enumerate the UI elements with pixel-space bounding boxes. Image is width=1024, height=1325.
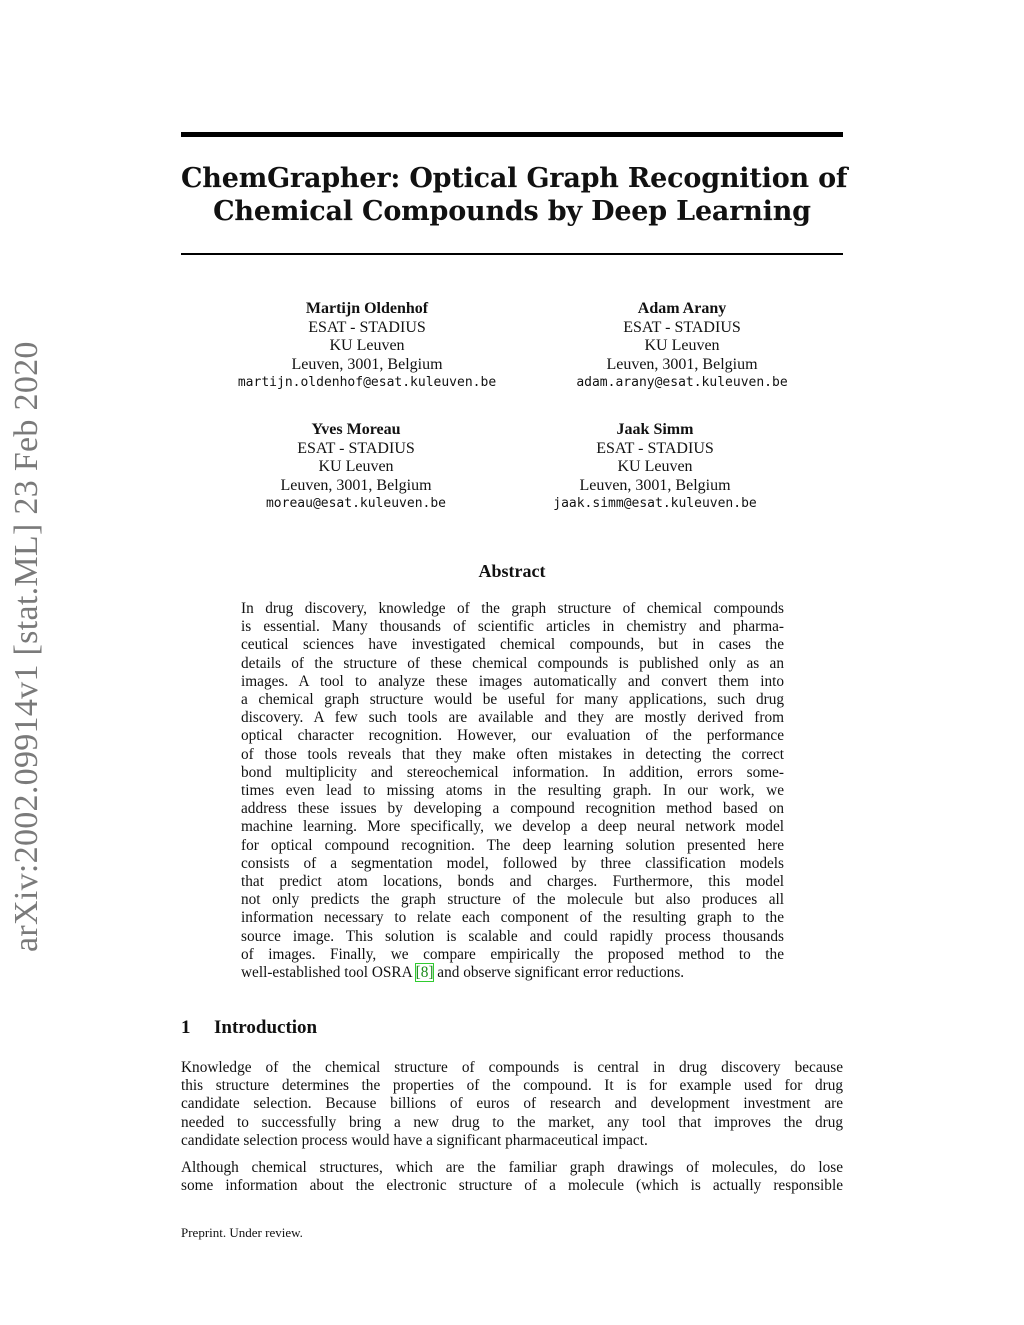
- intro-paragraph-1: [181, 1059, 843, 1150]
- author-university: KU Leuven: [644, 337, 720, 354]
- author-email: martijn.oldenhof@esat.kuleuven.be: [237, 375, 497, 390]
- abstract-line: of images. Finally, we compare empirically the proposed method to the: [241, 945, 784, 963]
- abstract-line: address these issues by developing a compound recognition method based on: [241, 800, 784, 818]
- author-city: Leuven, 3001, Belgium: [606, 355, 758, 373]
- author-name: Jaak Simm: [616, 421, 694, 438]
- author-department: ESAT - STADIUS: [596, 439, 714, 457]
- arxiv-stamp-text: arXiv:2002.09914v1 [stat.ML] 23 Feb 2020: [8, 341, 45, 952]
- abstract-line: a chemical graph structure would be useful for many applications, such drug: [241, 691, 784, 709]
- abstract-line: that predict atom locations, bonds and charges. Furthermore, this model: [241, 873, 784, 891]
- abstract-line-text: well-established tool OSRA: [241, 964, 416, 982]
- author-block-oldenhof: [197, 300, 537, 393]
- abstract-line: ceutical sciences have investigated chemical compounds, but in cases the: [241, 636, 784, 654]
- title-line-1: ChemGrapher: Optical Graph Recognition of: [181, 163, 848, 194]
- abstract-line: for optical compound recognition. The deep learning solution presented here: [241, 836, 784, 854]
- abstract-line: In drug discovery, knowledge of the graph structure of chemical compounds: [241, 600, 784, 617]
- abstract-line: optical character recognition. However, our evaluation of the performance: [241, 727, 784, 745]
- author-city: Leuven, 3001, Belgium: [291, 355, 443, 373]
- abstract-line: source image. This solution is scalable and could rapidly process thousands: [241, 927, 784, 945]
- section-number: 1: [181, 1017, 191, 1038]
- author-city: Leuven, 3001, Belgium: [280, 476, 432, 494]
- abstract-line: of those tools reveals that they make often mistakes in detecting the correct: [241, 745, 784, 763]
- abstract-line-text: and observe significant error reductions.: [433, 964, 685, 982]
- abstract-line: information necessary to relate each component of the resulting graph to the: [241, 909, 784, 927]
- author-university: KU Leuven: [318, 458, 394, 475]
- abstract-last-line: [241, 964, 784, 982]
- paper-title: [181, 162, 848, 228]
- arxiv-stamp: [8, 341, 82, 952]
- section-heading-introduction: [181, 1017, 317, 1039]
- abstract-line: discovery. A few such tools are available and they are mostly derived from: [241, 709, 784, 727]
- body-line: candidate selection. Because billions of euros of research and development investment are: [181, 1095, 843, 1113]
- author-city: Leuven, 3001, Belgium: [579, 476, 731, 494]
- abstract-line: details of the structure of these chemical compounds is published only as an: [241, 654, 784, 672]
- abstract-line: not only predicts the graph structure of the molecule but also produces all: [241, 891, 784, 909]
- body-line: this structure determines the properties of the compound. It is for example used for drug: [181, 1077, 843, 1095]
- author-email: moreau@esat.kuleuven.be: [265, 496, 446, 511]
- body-line: Knowledge of the chemical structure of compounds is central in drug discovery because: [181, 1059, 843, 1076]
- author-name: Yves Moreau: [311, 421, 401, 438]
- author-department: ESAT - STADIUS: [308, 318, 426, 336]
- body-line: some information about the electronic structure of a molecule (which is actually responsible: [181, 1177, 843, 1195]
- body-line: needed to successfully bring a new drug to the market, any tool that improves the drug: [181, 1113, 843, 1131]
- abstract-line: images. A tool to analyze these images automatically and convert them into: [241, 672, 784, 690]
- author-name: Martijn Oldenhof: [305, 300, 429, 317]
- abstract-line: machine learning. More specifically, we develop a deep neural network model: [241, 818, 784, 836]
- author-university: KU Leuven: [329, 337, 405, 354]
- title-top-rule: [181, 132, 843, 137]
- intro-paragraph-2: [181, 1159, 843, 1195]
- abstract-body: [241, 600, 784, 982]
- author-university: KU Leuven: [617, 458, 693, 475]
- author-email: jaak.simm@esat.kuleuven.be: [553, 496, 757, 511]
- author-name: Adam Arany: [637, 300, 727, 317]
- abstract-heading: Abstract: [478, 561, 546, 581]
- abstract-line: is essential. Many thousands of scientific articles in chemistry and pharma-: [241, 618, 784, 636]
- author-block-moreau: [186, 421, 526, 514]
- author-email: adam.arany@esat.kuleuven.be: [576, 375, 788, 390]
- author-department: ESAT - STADIUS: [297, 439, 415, 457]
- section-title: Introduction: [214, 1017, 318, 1038]
- abstract-line: times even lead to missing atoms in the resulting graph. In our work, we: [241, 782, 784, 800]
- body-line: candidate selection process would have a significant pharmaceutical impact.: [181, 1131, 648, 1149]
- footer-note: Preprint. Under review.: [181, 1225, 303, 1240]
- author-block-simm: [485, 421, 825, 514]
- body-line: Although chemical structures, which are the familiar graph drawings of molecules, do lose: [181, 1159, 843, 1176]
- citation-link[interactable]: [8]: [415, 964, 434, 982]
- abstract-line: bond multiplicity and stereochemical information. In addition, errors some-: [241, 763, 784, 781]
- author-block-arany: [512, 300, 852, 393]
- author-department: ESAT - STADIUS: [623, 318, 741, 336]
- title-bottom-rule: [181, 253, 843, 255]
- abstract-line: consists of a segmentation model, followed by three classification models: [241, 854, 784, 872]
- title-line-2: Chemical Compounds by Deep Learning: [213, 196, 811, 227]
